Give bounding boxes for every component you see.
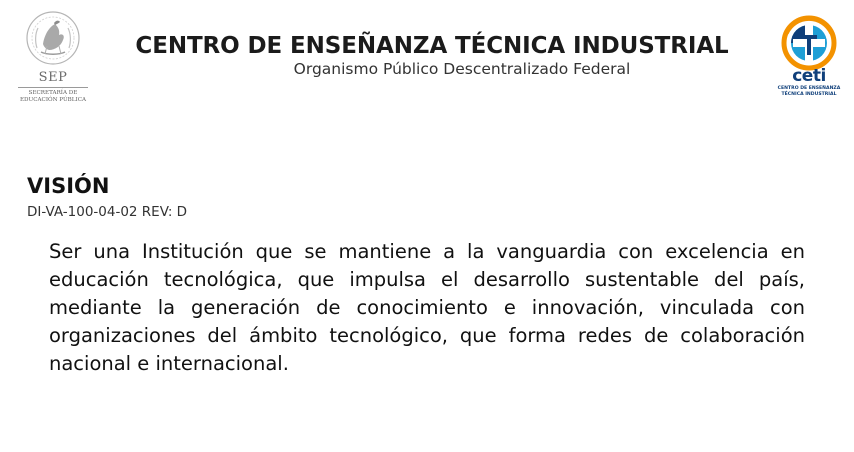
ceti-logo [772,14,846,104]
sep-name-line2: EDUCACIÓN PÚBLICA [19,97,87,103]
ceti-emblem-icon [779,14,839,72]
page-subtitle: Organismo Público Descentralizado Federal [293,60,631,78]
vision-statement: Ser una Institución que se mantiene a la vanguardia con excelencia en educación tecnológica, que impulsa el desarrollo sustentable del país, mediante la generación de conocimiento e innovación, vinculada con organizaciones del ámbito tecnológico, que forma redes de colaboración nacional e internacional. [49,240,805,375]
page-title: CENTRO DE ENSEÑANZA TÉCNICA INDUSTRIAL [135,33,729,59]
mexican-coat-of-arms-icon [25,8,81,68]
document-code: DI-VA-100-04-02 REV: D [27,204,188,220]
ceti-name-line2: TÉCNICA INDUSTRIAL [781,92,837,98]
sep-acronym: SEP [38,70,68,85]
sep-name-line1: SECRETARÍA DE [28,90,78,96]
section-heading: VISIÓN [27,174,110,198]
ceti-name-line1: CENTRO DE ENSEÑANZA [777,86,841,91]
ceti-acronym: ceti [792,66,826,86]
sep-logo [12,8,94,112]
page-header [112,33,752,78]
sep-divider [18,87,88,88]
